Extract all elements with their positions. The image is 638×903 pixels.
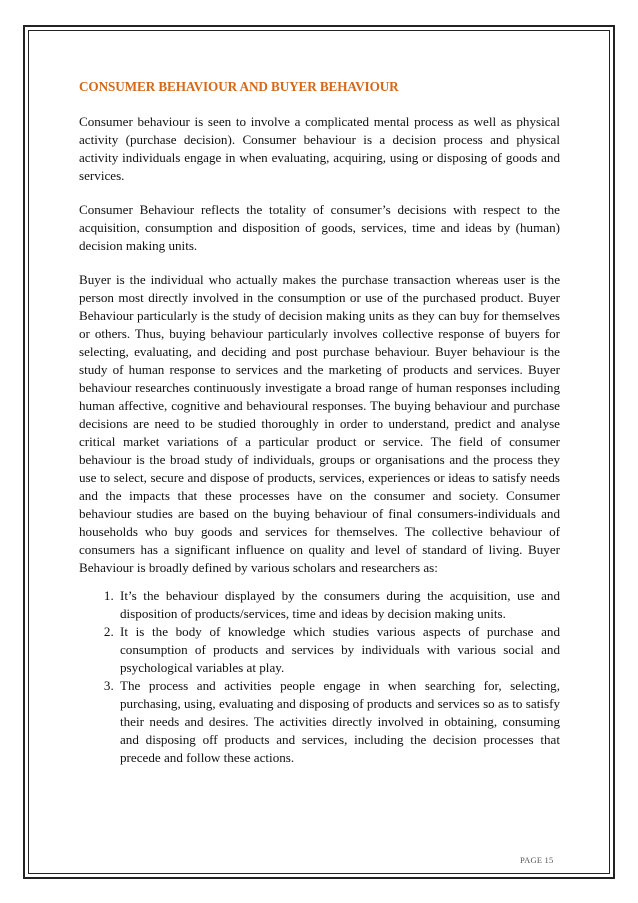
definition-item-2: 2. It is the body of knowledge which studies various aspects of purchase and consumption of products and services by individuals with various social and psychological variables at play. [117, 623, 560, 677]
paragraph-consumer-behaviour-intro: Consumer behaviour is seen to involve a complicated mental process as well as physical activity (purchase decision). Consumer behaviour is a decision process and physical activity individuals engage in when evaluating, acquiring, using or disposing of goods and services. [79, 114, 560, 183]
section-heading: CONSUMER BEHAVIOUR AND BUYER BEHAVIOUR [79, 79, 399, 94]
definition-item-3: 3. The process and activities people engage in when searching for, selecting, purchasing, using, evaluating and disposing of products and services so as to satisfy their needs and desires. The activities directly involved in obtaining, consuming and disposing off products and services, including the decision processes that precede and follow these actions. [117, 677, 560, 767]
definitions-list [79, 587, 560, 767]
definition-item-1: 1. It’s the behaviour displayed by the consumers during the acquisition, use and disposition of products/services, time and ideas by decision making units. [117, 587, 560, 623]
paragraph-buyer-behaviour: Buyer is the individual who actually makes the purchase transaction whereas user is the person most directly involved in the consumption or use of the purchased product. Buyer Behaviour particularly is the study of decision making units as they can buy for themselves or others. Thus, buying behaviour particularly involves collective response of buyers for selecting, evaluating, and deciding and post purchase behaviour. Buyer behaviour is the study of human response to services and the marketing of products and services. Buyer behaviour researches continuously investigate a broad range of human responses including human affective, cognitive and behavioural responses. The buying behaviour and purchase decisions are need to be studied thoroughly in order to understand, predict and analyse critical market variations of a particular product or service. The field of consumer behaviour is the broad study of individuals, groups or organisations and the process they use to select, secure and dispose of products, services, experiences or ideas to satisfy needs and the impacts that these processes have on the consumer and society. Consumer behaviour studies are based on the buying behaviour of final consumers-individuals and households who buy goods and services for themselves. The collective behaviour of consumers has a significant influence on quality and level of standard of living. Buyer Behaviour is broadly defined by various scholars and researchers as: [79, 272, 560, 575]
document-body [79, 78, 560, 767]
page-number: PAGE 15 [520, 855, 554, 865]
paragraph-consumer-behaviour-totality: Consumer Behaviour reflects the totality of consumer’s decisions with respect to the acquisition, consumption and disposition of goods, services, time and ideas by (human) decision making units. [79, 202, 560, 253]
